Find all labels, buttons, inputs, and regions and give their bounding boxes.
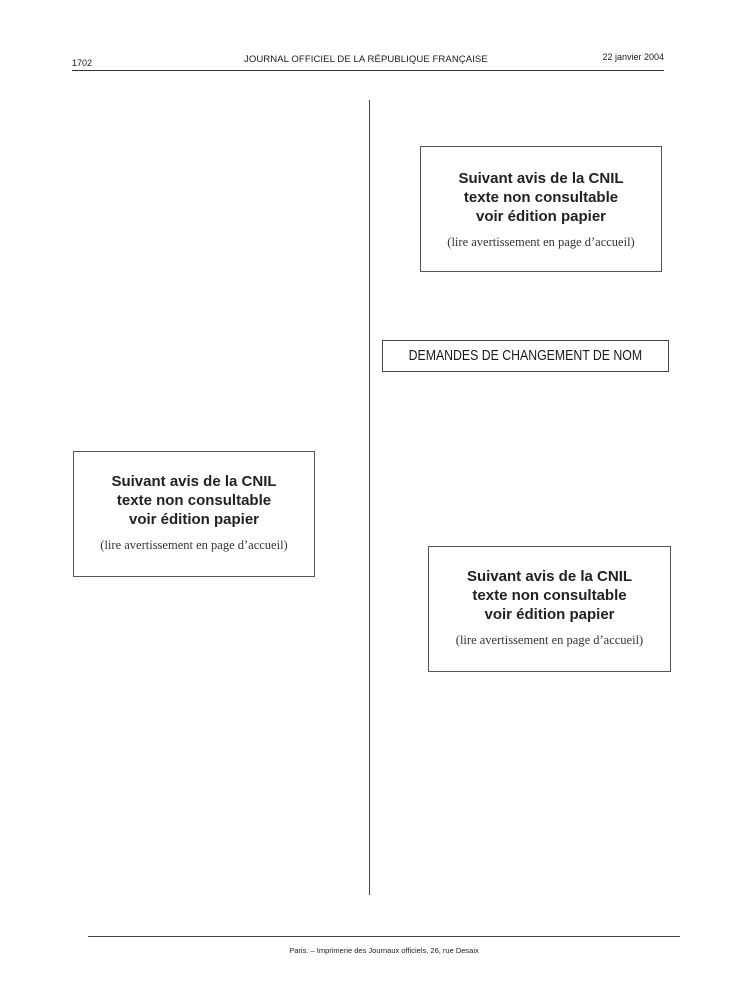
notice-line-1: Suivant avis de la CNIL: [111, 473, 277, 490]
cnil-notice-box: [428, 546, 671, 672]
notice-line-1: Suivant avis de la CNIL: [458, 170, 624, 187]
section-heading-text: DEMANDES DE CHANGEMENT DE NOM: [408, 347, 643, 364]
notice-line-2: texte non consultable: [116, 492, 272, 509]
cnil-notice-box: [420, 146, 662, 272]
notice-line-2: texte non consultable: [472, 587, 627, 604]
page-header: [72, 50, 664, 71]
cnil-notice-box: [73, 451, 315, 577]
journal-title: JOURNAL OFFICIEL DE LA RÉPUBLIQUE FRANÇAISE: [244, 54, 488, 65]
notice-note: (lire avertissement en page d’accueil): [455, 633, 644, 647]
notice-note: (lire avertissement en page d’accueil): [447, 235, 635, 249]
notice-line-3: voir édition papier: [128, 511, 260, 528]
printer-imprint: Paris. – Imprimerie des Journaux officiels, 26, rue Desaix: [289, 946, 479, 955]
notice-line-3: voir édition papier: [475, 208, 607, 225]
publication-date: 22 janvier 2004: [602, 52, 664, 62]
notice-line-2: texte non consultable: [463, 189, 619, 206]
column-divider: [369, 100, 370, 895]
section-heading: [382, 340, 669, 372]
page-number: 1702: [72, 58, 93, 68]
footer-rule: [88, 936, 680, 937]
notice-line-3: voir édition papier: [484, 606, 615, 623]
notice-note: (lire avertissement en page d’accueil): [100, 538, 288, 552]
notice-line-1: Suivant avis de la CNIL: [466, 568, 633, 585]
